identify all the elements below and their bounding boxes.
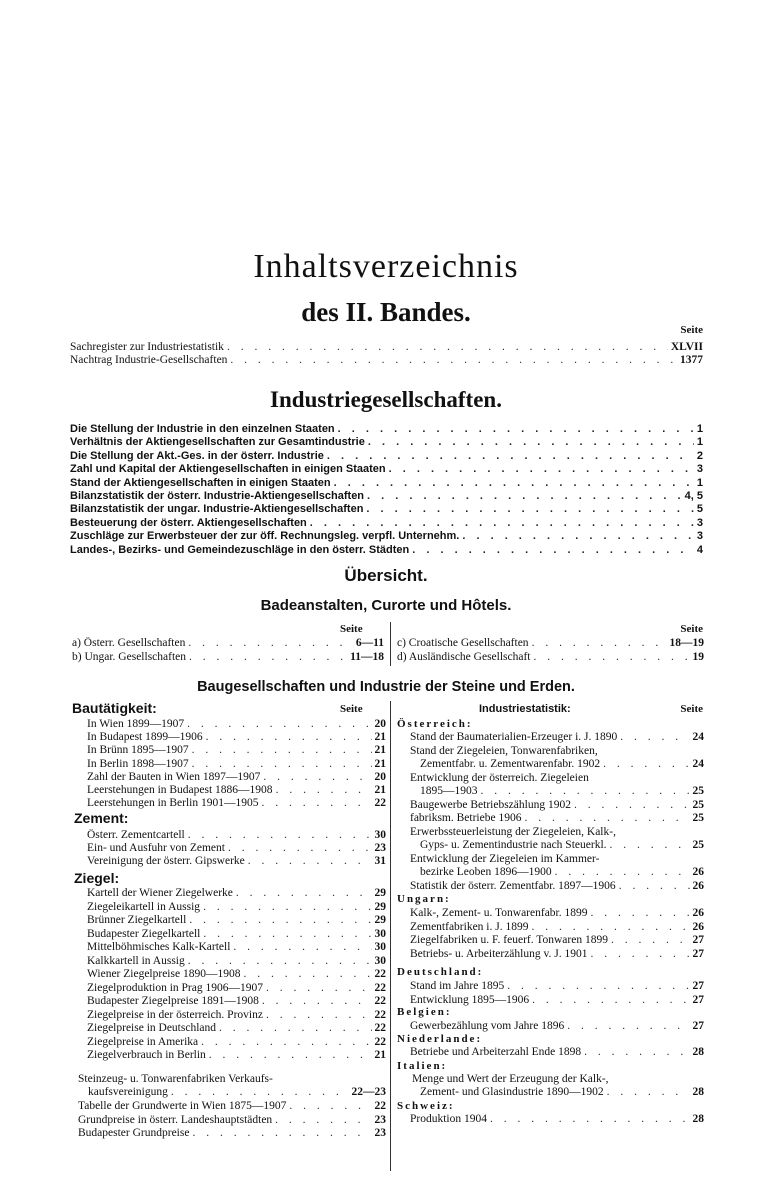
entry-page: 4, 5 [684,490,703,502]
entry-label: Menge und Wert der Erzeugung der Kalk-, [412,1073,609,1085]
entry-page: 30 [374,941,386,953]
toc-entry [410,826,704,839]
entry-label: Wiener Ziegelpreise 1890—1908 [87,968,241,980]
entry-page: 22 [374,797,386,810]
ungarn-heading: Ungarn: [397,893,451,905]
leader-dots [187,718,371,731]
entry-label: Österr. Zementcartell [87,829,185,841]
leader-dots [192,744,372,757]
leader-dots [227,341,668,354]
leader-dots [532,994,689,1007]
entry-label: Betriebe und Arbeiterzahl Ende 1898 [410,1046,582,1058]
entry-page: 25 [692,785,704,797]
leader-dots [610,839,690,852]
entry-label: Ziegelpreise in der österreich. Provinz [87,1008,263,1021]
entry-label: In Berlin 1898—1907 [87,757,189,770]
entry-label: Besteuerung der österr. Aktiengesellschaften [70,516,307,529]
entry-label: a) Österr. Gesellschaften [72,637,186,649]
leader-dots [188,829,372,842]
toc-entry [87,829,386,842]
oesterreich-heading: Österreich: [397,718,473,730]
leader-dots [203,928,371,941]
leader-dots [219,1022,371,1035]
entry-page: 1 [696,436,703,449]
section-title: Industriegesellschaften. [270,387,502,412]
entry-label: Ziegelpreise in Deutschland [87,1022,217,1034]
toc-entry [410,745,704,758]
toc-entry [87,968,386,981]
toc-entry [78,1100,386,1113]
leader-dots [367,490,682,503]
leader-dots [574,799,690,812]
entry-page: 21 [374,757,386,770]
toc-entry [87,928,386,941]
leader-dots [188,637,353,650]
toc-entry [78,1114,386,1127]
leader-dots [368,436,694,449]
entry-page: 30 [374,927,386,940]
leader-dots [203,901,371,914]
entry-label: Ein- und Ausfuhr von Zement [87,842,225,855]
entry-page: 23 [374,1113,386,1126]
leader-dots [327,450,694,463]
leader-dots [611,934,690,947]
entry-label: Stand im Jahre 1895 [410,980,505,992]
zement-heading: Zement: [74,810,129,826]
entry-page: 27 [692,1020,704,1032]
entry-label: Gewerbezählung vom Jahre 1896 [410,1020,565,1032]
toc-entry [87,955,386,968]
entry-label: Brünner Ziegelkartell [87,914,187,926]
entry-label: Stand der Baumaterialien-Erzeuger i. J. 1890 [410,731,618,743]
entry-label: Kalkkartell in Aussig [87,954,185,967]
toc-entry [70,490,703,503]
bade-seite-left: Seite [340,623,363,635]
toc-entry [397,651,704,664]
entry-label: Zementfabriken i. J. 1899 [410,920,529,933]
entry-page: 27 [692,980,704,992]
entry-label: Entwicklung der Ziegeleien im Kammer- [410,852,600,865]
entry-page: 21 [374,731,386,744]
entry-label: Entwicklung der österreich. Ziegeleien [410,771,589,784]
toc-entry [70,341,703,354]
leader-dots [236,887,372,900]
entry-label: In Brünn 1895—1907 [87,744,189,757]
toc-entry [70,477,703,490]
entry-label: Gyps- u. Zementindustrie nach Steuerkl. [420,839,607,851]
entry-label: Budapester Ziegelpreise 1891—1908 [87,995,259,1007]
niederlande-heading: Niederlande: [397,1033,483,1045]
leader-dots [192,758,372,771]
entry-page: 26 [692,866,704,878]
leader-dots [233,941,371,954]
toc-entry [410,921,704,934]
entry-page: 3 [696,530,703,543]
entry-label: Vereinigung der österr. Gipswerke [87,855,245,868]
entry-label: Ziegelpreise in Amerika [87,1035,199,1048]
toc-entry [410,853,704,866]
toc-entry [87,842,386,855]
leader-dots [248,855,372,868]
entry-label: Die Stellung der Industrie in den einzelnen Staaten [70,423,335,435]
leader-dots [619,880,690,893]
toc-entry [87,901,386,914]
entry-label: Zuschläge zur Erwerbsteuer der zur öff. Rechnungsleg. verpfl. Unternehm. [70,530,460,543]
entry-label: bezirke Leoben 1896—1900 [420,866,552,878]
leader-dots [189,914,371,927]
toc-entry [410,948,704,961]
toc-entry [410,994,704,1007]
entry-label: Ziegeleikartell in Aussig [87,900,201,913]
leader-dots [192,1127,371,1140]
toc-entry [410,934,704,947]
overview-title: Übersicht. [344,566,428,585]
toc-entry [88,1086,386,1099]
entry-page: 25 [692,839,704,851]
toc-entry [410,1046,704,1059]
leader-dots [209,1049,372,1062]
leader-dots [524,812,689,825]
entry-page: 11—18 [350,651,384,663]
toc-entry [420,785,704,798]
entry-page: 22 [374,1008,386,1021]
leader-dots [201,1036,371,1049]
toc-entry [410,907,704,920]
entry-label: Budapester Grundpreise [78,1127,190,1139]
bade-seite-right: Seite [680,623,703,635]
leader-dots [243,968,371,981]
toc-entry [87,771,386,784]
toc-entry [78,1073,386,1086]
leader-dots [334,477,694,490]
toc-entry [87,1049,386,1062]
entry-page: 31 [374,855,386,868]
entry-label: Steinzeug- u. Tonwarenfabriken Verkaufs- [78,1073,273,1085]
entry-label: Stand der Ziegeleien, Tonwarenfabriken, [410,744,598,757]
toc-entry [420,839,704,852]
toc-entry [72,637,384,650]
entry-label: Mittelböhmisches Kalk-Kartell [87,941,231,953]
toc-entry [87,982,386,995]
entry-page: 26 [692,879,704,892]
leader-dots [266,982,372,995]
toc-entry [420,1086,704,1099]
entry-label: Betriebs- u. Arbeiterzählung v. J. 1901 [410,947,588,960]
schweiz-heading: Schweiz: [397,1100,455,1112]
entry-page: 28 [692,1086,704,1098]
entry-label: kaufsvereinigung [88,1086,168,1098]
entry-label: Ziegelfabriken u. F. feuerf. Tonwaren 1899 [410,934,608,946]
deutschland-heading: Deutschland: [397,966,484,978]
leader-dots [534,651,690,664]
italien-heading: Italien: [397,1060,448,1072]
toc-entry [410,799,704,812]
bade-title: Badeanstalten, Curorte und Hôtels. [260,597,512,614]
industriestatistik-heading: Industriestatistik: [479,703,571,715]
entry-page: 5 [696,503,703,516]
toc-entry [70,530,703,543]
entry-label: Kalk-, Zement- u. Tonwarenfabr. 1899 [410,907,588,919]
leader-dots [230,354,677,367]
entry-label: Erwerbssteuerleistung der Ziegeleien, Kalk-, [410,825,616,838]
toc-entry [420,866,704,879]
entry-label: Ziegelverbrauch in Berlin [87,1049,206,1061]
entry-label: 1895—1903 [420,785,478,797]
entry-label: Bilanzstatistik der ungar. Industrie-Aktiengesellschaften [70,503,364,516]
belgien-heading: Belgien: [397,1006,452,1018]
entry-page: 29 [374,887,386,899]
entry-label: Stand der Aktiengesellschaften in einigen Staaten [70,476,331,489]
entry-page: 22 [374,968,386,980]
toc-entry [87,1036,386,1049]
page-subtitle: des II. Bandes. [301,297,471,327]
toc-entry [410,812,704,825]
toc-entry [70,450,703,463]
toc-entry [78,1127,386,1140]
toc-entry [87,731,386,744]
entry-page: 6—11 [355,637,384,649]
leader-dots [262,995,372,1008]
leader-dots [276,784,372,797]
entry-label: Leerstehungen in Berlin 1901—1905 [87,797,259,810]
leader-dots [507,980,689,993]
entry-label: Zementfabr. u. Zementwarenfabr. 1902 [420,758,601,770]
entry-page: 25 [692,812,704,824]
entry-label: d) Ausländische Gesellschaft [397,651,531,663]
entry-page: 22 [374,1022,386,1034]
leader-dots [584,1046,689,1059]
entry-label: Landes-, Bezirks- und Gemeindezuschläge in den österr. Städten [70,543,410,556]
leader-dots [603,758,689,771]
toc-entry [70,463,703,476]
leader-dots [389,463,694,476]
bade-divider [390,622,391,666]
toc-entry [412,1073,704,1086]
leader-dots [590,948,689,961]
toc-entry [70,436,703,449]
leader-dots [620,731,689,744]
entry-label: Zement- und Glasindustrie 1890—1902 [420,1086,604,1098]
leader-dots [567,1020,689,1033]
entry-label: Statistik der österr. Zementfabr. 1897—1906 [410,879,616,892]
entry-page: 27 [692,934,704,946]
entry-label: Produktion 1904 [410,1113,487,1125]
entry-page: 22—23 [351,1086,386,1098]
leader-dots [555,866,690,879]
toc-entry [87,941,386,954]
bau-divider [390,701,391,1171]
toc-entry [70,503,703,516]
leader-dots [206,731,372,744]
leader-dots [228,842,372,855]
leader-dots [263,771,371,784]
toc-entry [87,995,386,1008]
leader-dots [462,530,694,543]
entry-page: 4 [696,543,703,556]
entry-label: In Budapest 1899—1906 [87,731,203,744]
entry-label: Zahl der Bauten in Wien 1897—1907 [87,770,261,783]
entry-label: fabriksm. Betriebe 1906 [410,812,522,824]
seite-label: Seite [680,324,703,336]
toc-entry [410,731,704,744]
entry-label: In Wien 1899—1907 [87,718,185,730]
leader-dots [481,785,690,798]
toc-entry [420,758,704,771]
entry-page: 26 [692,920,704,933]
leader-dots [289,1100,371,1113]
entry-page: 24 [692,758,704,770]
toc-entry [70,423,703,436]
toc-entry [87,914,386,927]
entry-page: 20 [374,770,386,783]
toc-entry [87,718,386,731]
bautaetigkeit-heading: Bautätigkeit: [72,700,157,716]
entry-label: Bilanzstatistik der österr. Industrie-Aktiengesellschaften [70,490,365,502]
leader-dots [490,1113,690,1126]
toc-entry [87,855,386,868]
entry-page: XLVII [670,341,703,353]
toc-entry [70,517,703,530]
entry-page: 30 [374,829,386,841]
toc-entry [410,772,704,785]
leader-dots [266,1009,372,1022]
entry-page: 25 [692,798,704,811]
leader-dots [338,423,694,436]
bau-title: Baugesellschaften und Industrie der Steine und Erden. [197,679,575,695]
toc-entry [87,1022,386,1035]
entry-label: Grundpreise in österr. Landeshauptstädten [78,1113,273,1126]
toc-entry [87,784,386,797]
entry-label: Die Stellung der Akt.-Ges. in der österr. Industrie [70,449,324,462]
entry-label: c) Croatische Gesellschaften [397,637,529,649]
entry-page: 29 [374,914,386,926]
entry-label: Verhältnis der Aktiengesellschaften zur Gesamtindustrie [70,436,365,449]
toc-entry [70,354,703,367]
entry-page: 21 [374,784,386,796]
bau-seite-left: Seite [340,703,363,715]
entry-page: 3 [696,463,703,476]
entry-label: Entwicklung 1895—1906 [410,993,530,1006]
toc-entry [410,1113,704,1126]
entry-label: Leerstehungen in Budapest 1886—1908 [87,784,273,796]
entry-label: Kartell der Wiener Ziegelwerke [87,887,233,899]
entry-label: Tabelle der Grundwerte in Wien 1875—1907 [78,1100,287,1112]
toc-entry [72,651,384,664]
toc-entry [87,758,386,771]
entry-page: 1377 [680,354,703,366]
toc-entry [410,880,704,893]
leader-dots [310,517,694,530]
page-title: Inhaltsverzeichnis [253,248,519,285]
toc-entry [87,744,386,757]
entry-label: Zahl und Kapital der Aktiengesellschaften in einigen Staaten [70,463,386,476]
entry-page: 1 [696,476,703,489]
entry-page: 30 [374,954,386,967]
entry-page: 23 [374,842,386,855]
entry-page: 24 [692,731,704,743]
entry-page: 3 [696,516,703,529]
toc-entry [87,887,386,900]
toc-entry [70,544,703,557]
entry-page: 22 [374,1035,386,1048]
leader-dots [531,921,689,934]
entry-page: 26 [692,907,704,919]
toc-entry [410,980,704,993]
leader-dots [189,651,347,664]
leader-dots [366,503,693,516]
leader-dots [188,955,372,968]
toc-entry [87,797,386,810]
entry-page: 2 [696,449,703,462]
toc-entry [87,1009,386,1022]
entry-label: Budapester Ziegelkartell [87,927,201,940]
ziegel-heading: Ziegel: [74,870,120,886]
leader-dots [412,544,694,557]
entry-label: Baugewerbe Betriebszählung 1902 [410,798,571,811]
entry-page: 27 [692,947,704,960]
entry-label: b) Ungar. Gesellschaften [72,651,187,663]
entry-page: 28 [692,1046,704,1058]
entry-page: 19 [692,651,704,663]
leader-dots [275,1114,371,1127]
entry-page: 18—19 [669,637,704,649]
leader-dots [262,797,372,810]
leader-dots [591,907,690,920]
leader-dots [607,1086,690,1099]
leader-dots [532,637,667,650]
entry-label: Nachtrag Industrie-Gesellschaften [70,354,228,366]
entry-page: 1 [696,423,703,435]
entry-label: Ziegelproduktion in Prag 1906—1907 [87,981,263,994]
leader-dots [171,1086,349,1099]
entry-page: 20 [374,718,386,730]
entry-page: 22 [374,981,386,994]
entry-label: Sachregister zur Industriestatistik [70,341,224,353]
entry-page: 28 [692,1113,704,1125]
toc-entry [410,1020,704,1033]
entry-page: 22 [374,995,386,1007]
entry-page: 23 [374,1127,386,1139]
entry-page: 21 [374,744,386,757]
toc-entry [397,637,704,650]
entry-page: 22 [374,1100,386,1112]
bau-seite-right: Seite [680,703,703,715]
entry-page: 21 [374,1049,386,1061]
entry-page: 29 [374,900,386,913]
entry-page: 27 [692,993,704,1006]
